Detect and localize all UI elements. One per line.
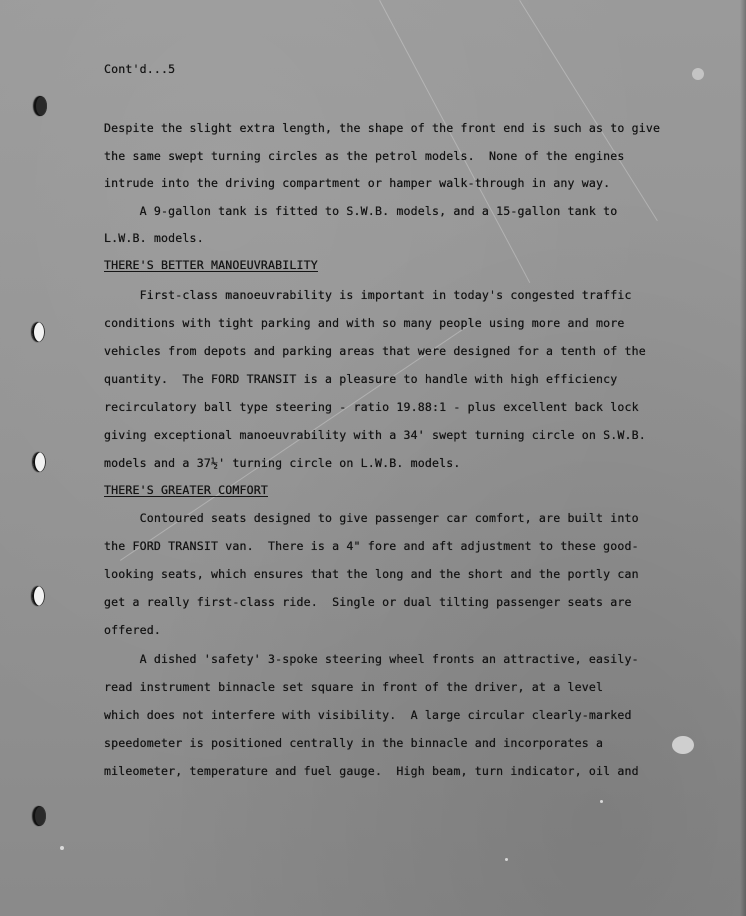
text-line: get a really first-class ride. Single or dual tilting passenger seats are — [104, 595, 632, 609]
text-line: Despite the slight extra length, the shape of the front end is such as to give — [104, 121, 661, 135]
dust-speck — [600, 800, 603, 803]
binder-hole — [33, 806, 46, 826]
text-line: Contoured seats designed to give passenger car comfort, are built into — [104, 511, 639, 525]
dust-speck — [60, 846, 64, 850]
binder-hole — [34, 96, 47, 116]
dust-speck — [505, 858, 508, 861]
text-line: L.W.B. models. — [104, 231, 204, 245]
typed-text — [104, 0, 664, 778]
text-line: A 9-gallon tank is fitted to S.W.B. models, and a 15-gallon tank to — [104, 204, 618, 218]
binder-hole — [32, 586, 45, 606]
text-line: speedometer is positioned centrally in the binnacle and incorporates a — [104, 736, 604, 750]
text-line: vehicles from depots and parking areas that were designed for a tenth of the — [104, 344, 646, 358]
text-line: quantity. The FORD TRANSIT is a pleasure to handle with high efficiency — [104, 372, 618, 386]
text-line: read instrument binnacle set square in front of the driver, at a level — [104, 680, 604, 694]
section-heading: THERE'S GREATER COMFORT — [104, 483, 268, 497]
text-line: the same swept turning circles as the petrol models. None of the engines — [104, 149, 625, 163]
text-line: intrude into the driving compartment or hamper walk-through in any way. — [104, 176, 611, 190]
text-line: offered. — [104, 623, 162, 637]
binder-hole — [32, 322, 45, 342]
page-edge-shadow — [740, 0, 746, 916]
text-line: conditions with tight parking and with so many people using more and more — [104, 316, 625, 330]
text-line: First-class manoeuvrability is important in today's congested traffic — [104, 288, 632, 302]
text-line: A dished 'safety' 3-spoke steering wheel fronts an attractive, easily- — [104, 652, 639, 666]
text-line: mileometer, temperature and fuel gauge. High beam, turn indicator, oil and — [104, 764, 639, 778]
section-heading: THERE'S BETTER MANOEUVRABILITY — [104, 258, 318, 272]
page-header: Cont'd...5 — [104, 62, 176, 76]
text-line: giving exceptional manoeuvrability with a 34' swept turning circle on S.W.B. — [104, 428, 646, 442]
text-line: models and a 37½' turning circle on L.W.B. models. — [104, 456, 461, 470]
binder-hole — [33, 452, 46, 472]
text-line: which does not interfere with visibility. A large circular clearly-marked — [104, 708, 632, 722]
dust-speck — [672, 736, 694, 754]
text-line: recirculatory ball type steering - ratio 19.88:1 - plus excellent back lock — [104, 400, 639, 414]
dust-speck — [692, 68, 704, 80]
text-line: looking seats, which ensures that the long and the short and the portly can — [104, 567, 639, 581]
text-line: the FORD TRANSIT van. There is a 4" fore and aft adjustment to these good- — [104, 539, 639, 553]
